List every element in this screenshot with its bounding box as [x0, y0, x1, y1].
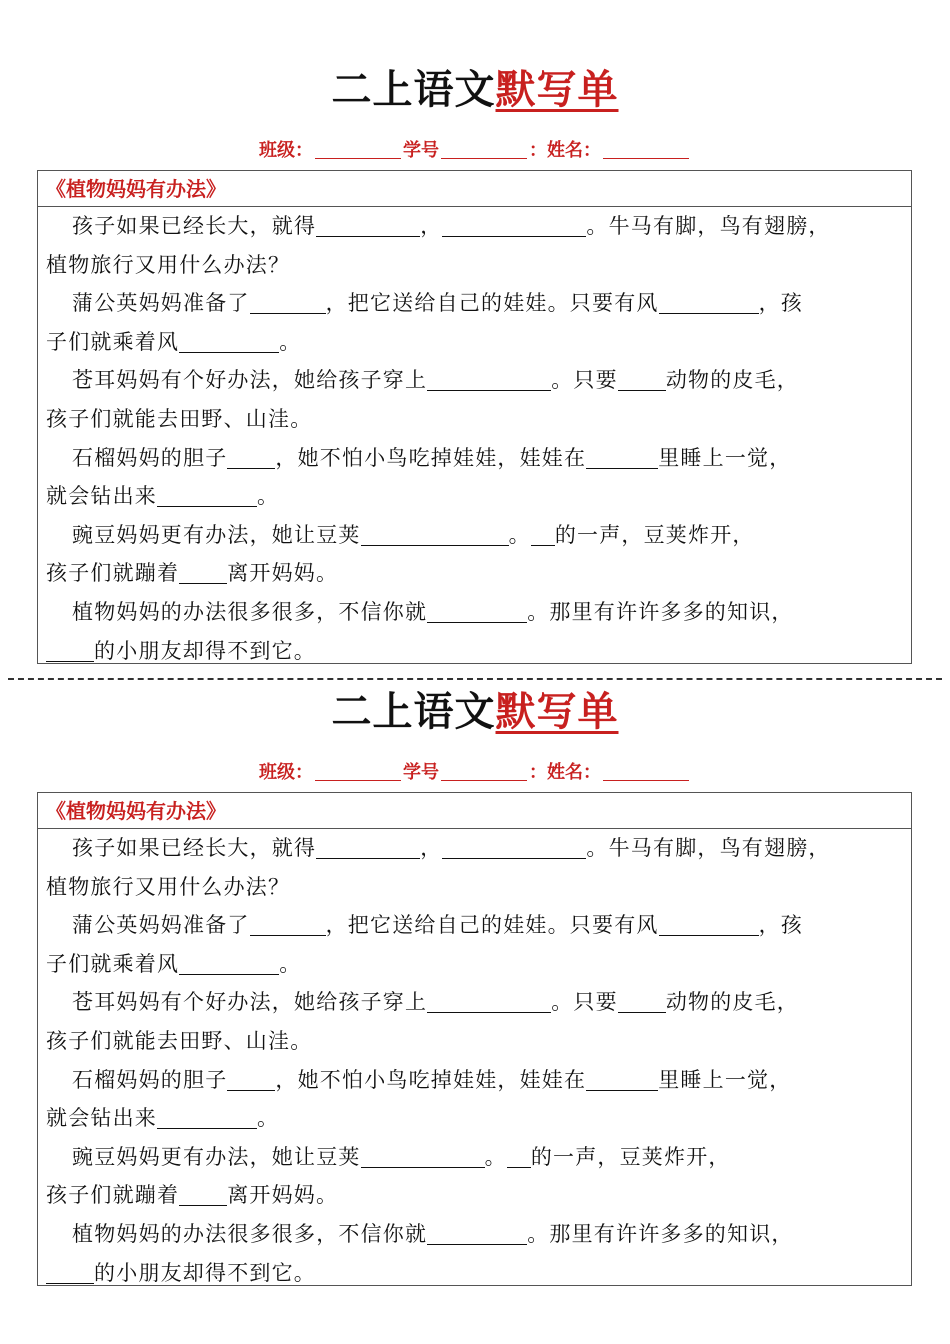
number-label: 学号 — [403, 762, 439, 783]
fill-blank[interactable] — [586, 1066, 658, 1091]
text: 蒲公英妈妈准备了 — [72, 913, 250, 938]
text: 。只要 — [551, 990, 618, 1015]
class-blank[interactable] — [315, 762, 401, 781]
text: ，孩 — [758, 291, 804, 316]
text: ，她不怕小鸟吃掉娃娃，娃娃在 — [275, 1067, 587, 1092]
text: 。 — [279, 329, 302, 354]
text: 苍耳妈妈有个好办法，她给孩子穿上 — [72, 990, 428, 1015]
dictation-sheet-1 — [0, 0, 950, 663]
text: ，把它送给自己的娃娃。只要有风 — [325, 291, 659, 316]
passage-line — [46, 1099, 903, 1138]
text: 植物妈妈的办法很多很多，不信你就 — [72, 599, 428, 624]
passage-line — [46, 477, 903, 516]
text: 子们就乘着风 — [46, 329, 180, 354]
text: 。那里有许许多多的知识， — [527, 1221, 794, 1246]
fill-blank[interactable] — [427, 1220, 527, 1245]
text: ，孩 — [758, 913, 804, 938]
fill-blank[interactable] — [46, 1259, 94, 1284]
passage-line — [46, 906, 903, 945]
passage-line — [46, 246, 903, 285]
passage-line — [46, 284, 903, 323]
fill-blank[interactable] — [427, 988, 551, 1013]
fill-blank[interactable] — [179, 1181, 227, 1206]
name-blank[interactable] — [603, 140, 689, 159]
number-blank[interactable] — [441, 762, 527, 781]
class-label: 班级： — [259, 140, 313, 161]
text: ，她不怕小鸟吃掉娃娃，娃娃在 — [275, 445, 587, 470]
fill-blank[interactable] — [157, 1104, 257, 1129]
text: 。 — [257, 484, 280, 509]
fill-blank[interactable] — [659, 289, 759, 314]
text: 里睡上一觉， — [658, 445, 792, 470]
passage-line — [46, 516, 903, 555]
text: 离开妈妈。 — [227, 1183, 339, 1208]
text: 。牛马有脚，鸟有翅膀， — [586, 214, 831, 238]
passage-line — [46, 945, 903, 984]
name-label: ：姓名： — [529, 140, 601, 161]
passage-line — [46, 1254, 903, 1293]
text: ，把它送给自己的娃娃。只要有风 — [325, 913, 659, 938]
passage-line — [46, 207, 903, 246]
fill-blank[interactable] — [442, 212, 586, 237]
class-label: 班级： — [259, 762, 313, 783]
text: 离开妈妈。 — [227, 561, 339, 586]
name-label: ：姓名： — [529, 762, 601, 783]
passage-line — [46, 868, 903, 907]
number-label: 学号 — [403, 140, 439, 161]
text: 孩子们就能去田野、山洼。 — [46, 1028, 313, 1053]
class-blank[interactable] — [315, 140, 401, 159]
fill-blank[interactable] — [586, 444, 658, 469]
text: 豌豆妈妈更有办法，她让豆荚 — [72, 1144, 361, 1169]
fill-blank[interactable] — [227, 1066, 275, 1091]
fill-blank[interactable] — [227, 444, 275, 469]
text: 苍耳妈妈有个好办法，她给孩子穿上 — [72, 368, 428, 393]
passage-line — [46, 323, 903, 362]
text: 的小朋友却得不到它。 — [94, 1260, 316, 1285]
fill-blank[interactable] — [179, 328, 279, 353]
text: 孩子如果已经长大，就得 — [72, 836, 317, 860]
text: 。 — [279, 951, 302, 976]
text: 孩子如果已经长大，就得 — [72, 214, 317, 238]
fill-blank[interactable] — [618, 366, 666, 391]
fill-blank[interactable] — [361, 521, 509, 546]
fill-blank[interactable] — [179, 950, 279, 975]
fill-blank[interactable] — [659, 911, 759, 936]
text: 植物旅行又用什么办法？ — [46, 252, 291, 277]
text: 就会钻出来 — [46, 484, 157, 509]
title-black: 二上语文 — [331, 689, 496, 735]
fill-blank[interactable] — [427, 366, 551, 391]
title-red: 默写单 — [495, 689, 619, 735]
passage-box — [37, 170, 912, 664]
passage-line — [46, 1176, 903, 1215]
text: 孩子们就蹦着 — [46, 1183, 180, 1208]
dictation-sheet-2 — [0, 622, 950, 1285]
passage-line — [46, 829, 903, 868]
fill-blank[interactable] — [316, 212, 420, 237]
passage-line — [46, 1215, 903, 1254]
text: 蒲公英妈妈准备了 — [72, 291, 250, 316]
fill-blank[interactable] — [442, 834, 586, 859]
text: 植物旅行又用什么办法？ — [46, 874, 291, 899]
text: 。 — [257, 1106, 280, 1131]
text: ， — [420, 836, 443, 860]
fill-blank[interactable] — [618, 988, 666, 1013]
fill-blank[interactable] — [507, 1143, 531, 1168]
passage-box — [37, 792, 912, 1286]
text: 的一声，豆荚炸开， — [554, 522, 755, 547]
page-title — [0, 58, 950, 115]
fill-blank[interactable] — [427, 598, 527, 623]
fill-blank[interactable] — [250, 911, 326, 936]
fill-blank[interactable] — [179, 559, 227, 584]
number-blank[interactable] — [441, 140, 527, 159]
text: 石榴妈妈的胆子 — [72, 445, 228, 470]
text: 石榴妈妈的胆子 — [72, 1067, 228, 1092]
student-info-row — [0, 136, 950, 162]
text: 动物的皮毛， — [665, 368, 800, 393]
text: 的小朋友却得不到它。 — [94, 638, 316, 663]
title-black: 二上语文 — [331, 67, 496, 113]
text: 。牛马有脚，鸟有翅膀， — [586, 836, 831, 860]
lesson-title: 《植物妈妈有办法》 — [38, 793, 911, 829]
passage-line — [46, 1138, 903, 1177]
passage-line — [46, 439, 903, 478]
text: 植物妈妈的办法很多很多，不信你就 — [72, 1221, 428, 1246]
fill-blank[interactable] — [531, 521, 555, 546]
text: 里睡上一觉， — [658, 1067, 792, 1092]
text: 。 — [484, 1144, 507, 1169]
passage-line — [46, 361, 903, 400]
text: 豌豆妈妈更有办法，她让豆荚 — [72, 522, 361, 547]
text: 。 — [508, 522, 531, 547]
passage-line — [46, 1061, 903, 1100]
fill-blank[interactable] — [250, 289, 326, 314]
fill-blank[interactable] — [316, 834, 420, 859]
passage-line — [46, 400, 903, 439]
text: 子们就乘着风 — [46, 951, 180, 976]
text: 就会钻出来 — [46, 1106, 157, 1131]
text: 孩子们就蹦着 — [46, 561, 180, 586]
text: 动物的皮毛， — [665, 990, 800, 1015]
lesson-title: 《植物妈妈有办法》 — [38, 171, 911, 207]
text: 孩子们就能去田野、山洼。 — [46, 406, 313, 431]
fill-blank[interactable] — [361, 1143, 485, 1168]
fill-blank[interactable] — [157, 482, 257, 507]
passage-line — [46, 554, 903, 593]
page-title — [0, 680, 950, 737]
name-blank[interactable] — [603, 762, 689, 781]
text: 的一声，豆荚炸开， — [530, 1144, 731, 1169]
passage-line — [46, 983, 903, 1022]
student-info-row — [0, 758, 950, 784]
text: 。那里有许许多多的知识， — [527, 599, 794, 624]
text: ， — [420, 214, 443, 238]
passage-line — [46, 1022, 903, 1061]
text: 。只要 — [551, 368, 618, 393]
title-red: 默写单 — [495, 67, 619, 113]
